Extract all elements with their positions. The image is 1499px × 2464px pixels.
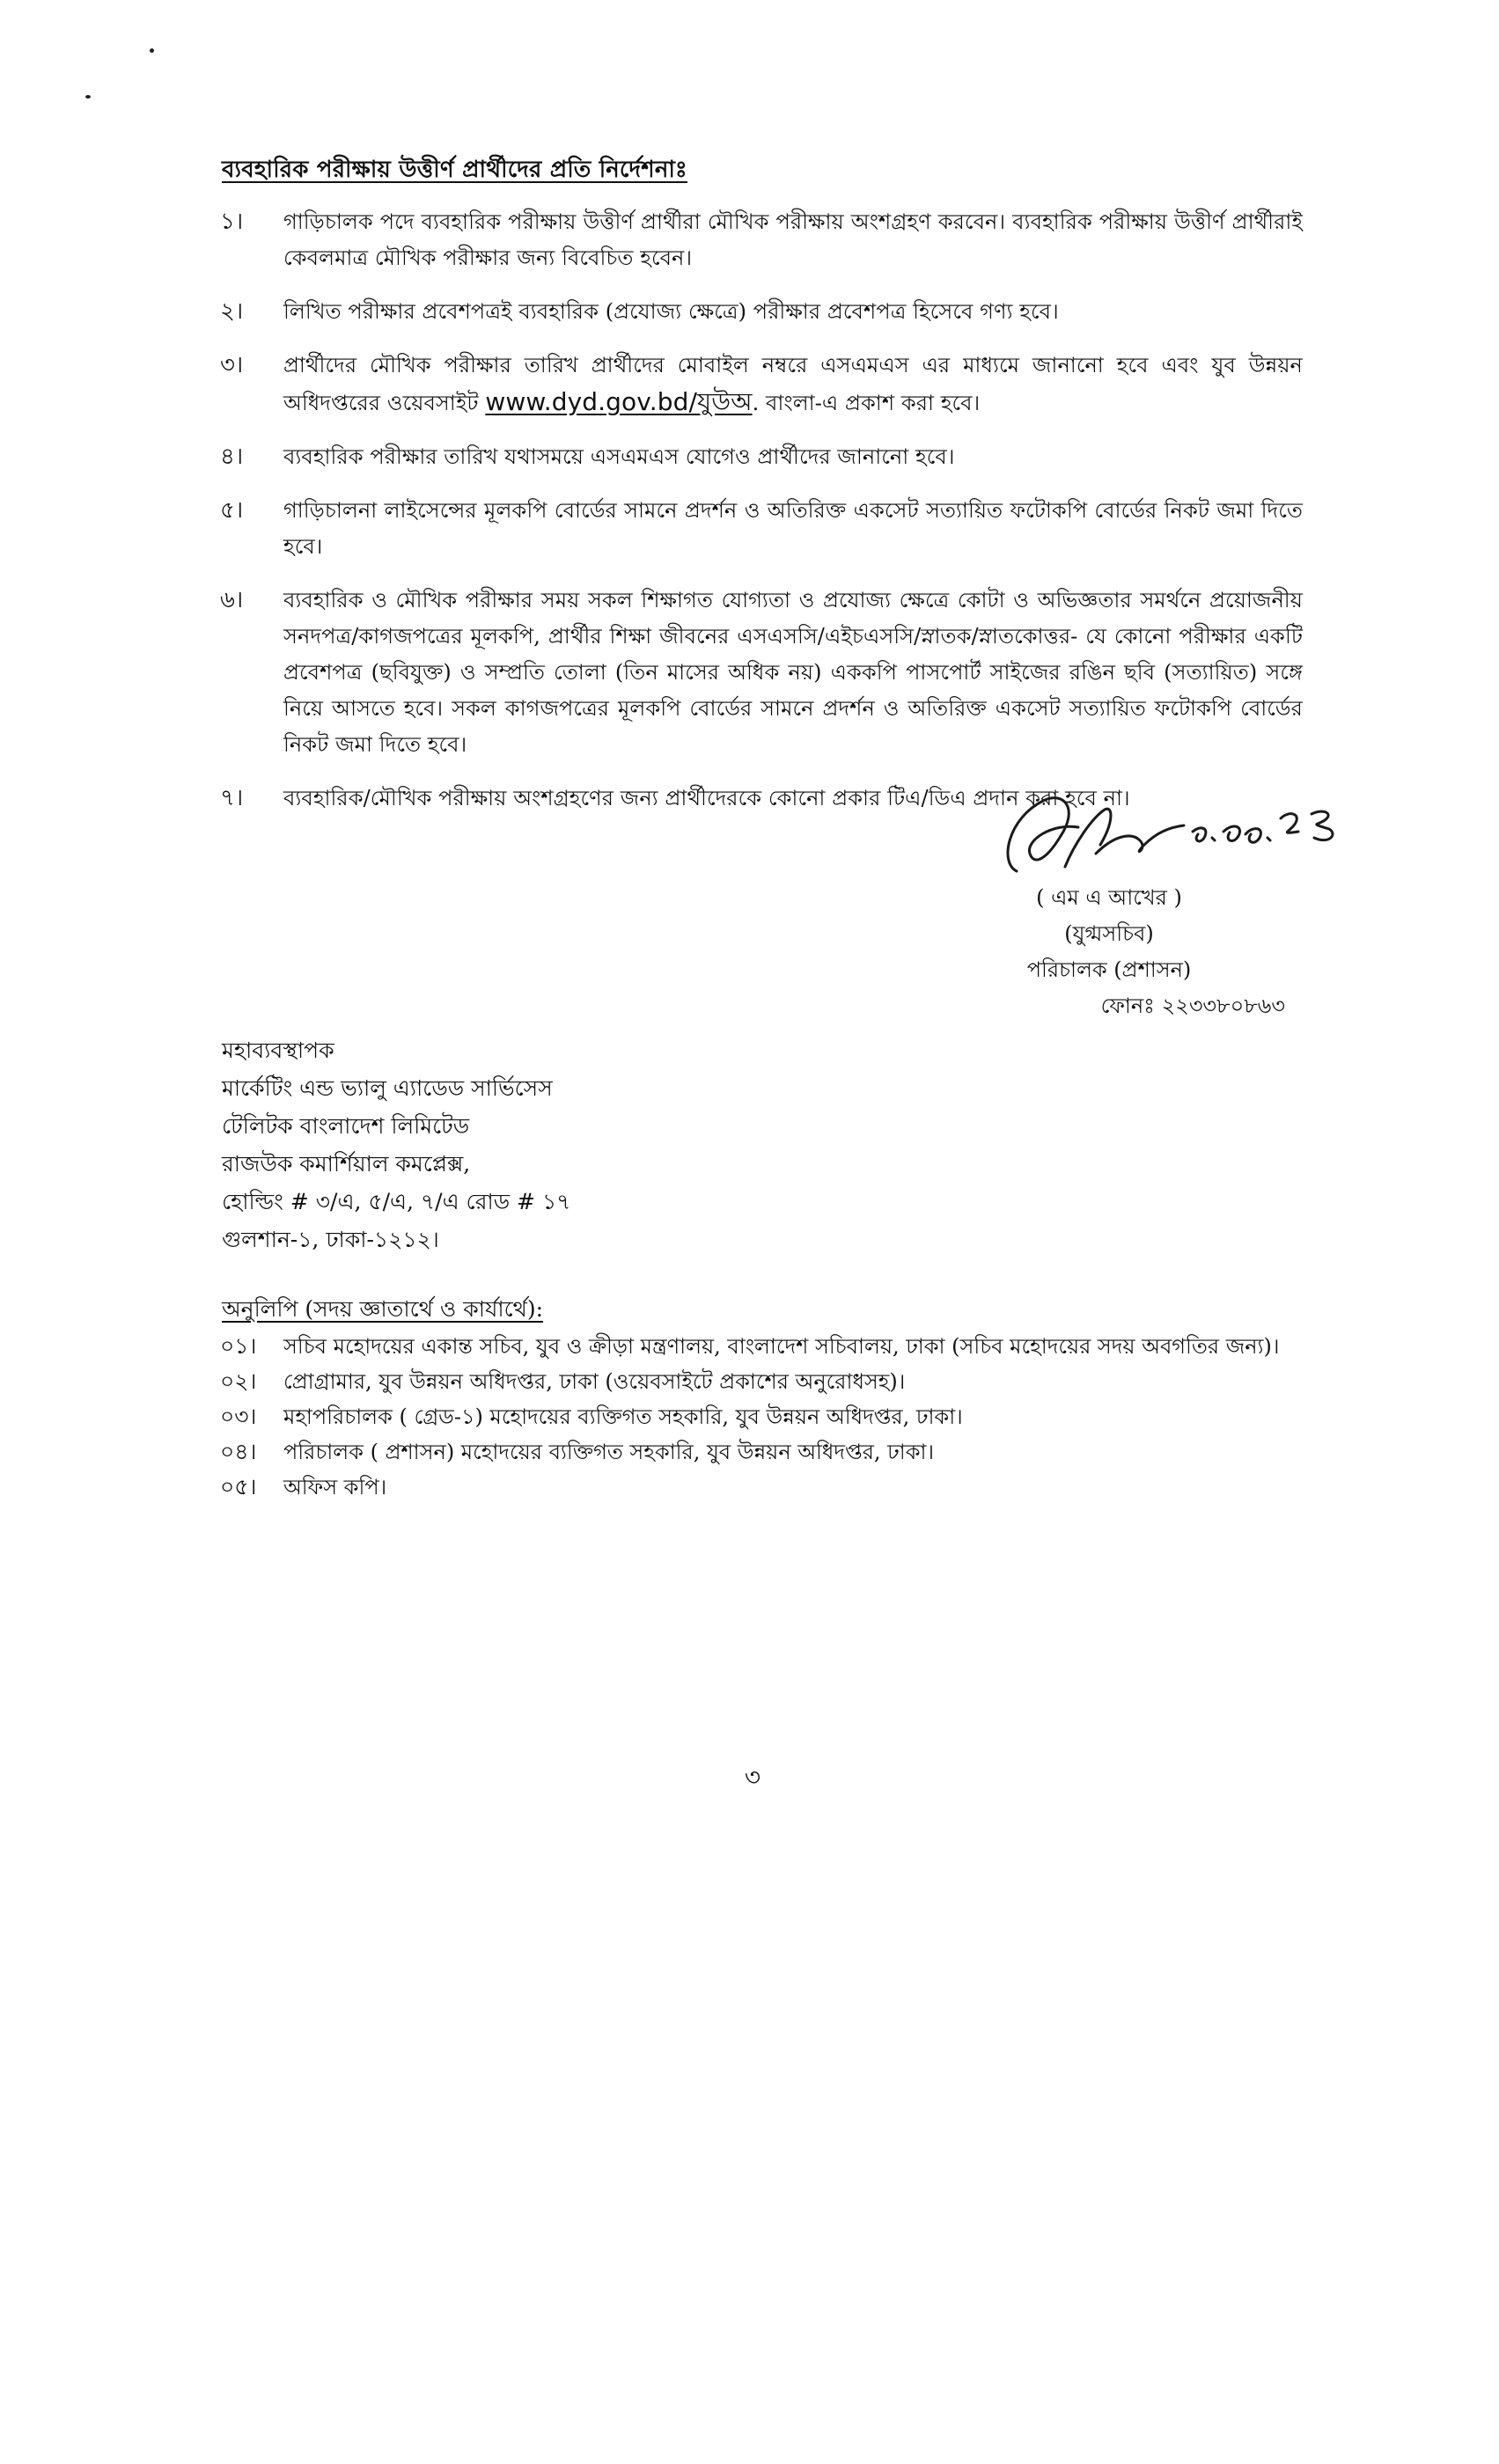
copy-text: অফিস কপি। xyxy=(283,1475,387,1500)
recipient-line: গুলশান-১, ঢাকা-১২১২। xyxy=(222,1227,439,1252)
instruction-item xyxy=(220,348,1303,422)
scan-speck xyxy=(85,95,91,99)
copy-item xyxy=(220,1470,1303,1505)
instruction-text-part: প্রার্থীদের মৌখিক পরীক্ষার তারিখ প্রার্থীদের মোবাইল নম্বরে এসএমএস এর মাধ্যমে জানানো হবে এবং যুব উন্নয়ন অধিদপ্তরের ওয়েবসাইট xyxy=(283,353,1303,415)
instruction-number: ৭। xyxy=(220,785,244,811)
instruction-text: লিখিত পরীক্ষার প্রবেশপত্রই ব্যবহারিক (প্রযোজ্য ক্ষেত্রে) পরীক্ষার প্রবেশপত্র হিসেবে গণ্য হবে। xyxy=(283,299,1059,324)
copy-item xyxy=(220,1364,1303,1399)
instruction-text: গাড়িচালনা লাইসেন্সের মূলকপি বোর্ডের সামনে প্রদর্শন ও অতিরিক্ত একসেট সত্যায়িত ফটোকপি বোর্ডের নিকট জমা দিতে হবে। xyxy=(283,498,1303,559)
instruction-item xyxy=(220,439,1303,475)
instruction-text xyxy=(283,348,1303,422)
recipient-line: মার্কেটিং এন্ড ভ্যালু এ্যাডেড সার্ভিসেস xyxy=(222,1075,553,1101)
recipient-line: মহাব্যবস্থাপক xyxy=(222,1038,334,1063)
instruction-text: ব্যবহারিক ও মৌখিক পরীক্ষার সময় সকল শিক্ষাগত যোগ্যতা ও প্রযোজ্য ক্ষেত্রে কোটা ও অভিজ্ঞতার সমর্থনে প্রয়োজনীয় সনদপত্র/কাগজপত্রের মূলকপি, প্রার্থীর শিক্ষা জীবনের এসএসসি/এইচএসসি/স্নাতক/স্নাতকোত্তর- যে কোনো পরীক্ষার একটি প্রবেশপত্র (ছবিযুক্ত) ও সম্প্রতি তোলা (তিন মাসের অধিক নয়) এককপি পাসপোর্ট সাইজের রঙিন ছবি (সত্যায়িত) সঙ্গে নিয়ে আসতে হবে। সকল কাগজপত্রের মূলকপি বোর্ডের সামনে প্রদর্শন ও অতিরিক্ত একসেট সত্যায়িত ফটোকপি বোর্ডের নিকট জমা দিতে হবে। xyxy=(283,588,1303,757)
copy-text: পরিচালক ( প্রশাসন) মহোদয়ের ব্যক্তিগত সহকারি, যুব উন্নয়ন অধিদপ্তর, ঢাকা। xyxy=(283,1440,935,1464)
recipient-line: টেলিটক বাংলাদেশ লিমিটেড xyxy=(222,1113,470,1139)
instruction-item xyxy=(220,583,1303,763)
copy-text: মহাপরিচালক ( গ্রেড-১) মহোদয়ের ব্যক্তিগত সহকারি, যুব উন্নয়ন অধিদপ্তর, ঢাকা। xyxy=(283,1404,963,1429)
instruction-number: ১। xyxy=(220,209,244,235)
copies-section xyxy=(220,1292,1303,1505)
copies-title: অনুলিপি (সদয় জ্ঞাতার্থে ও কার্যার্থে): xyxy=(222,1296,544,1322)
copy-number: ০৫। xyxy=(220,1474,257,1500)
instruction-text: ব্যবহারিক/মৌখিক পরীক্ষায় অংশগ্রহণের জন্য প্রার্থীদেরকে কোনো প্রকার টিএ/ডিএ প্রদান করা হবে না। xyxy=(283,786,1130,810)
copy-number: ০৩। xyxy=(220,1404,257,1429)
instruction-item xyxy=(220,204,1303,276)
recipient-line: রাজউক কমার্শিয়াল কমপ্লেক্স, xyxy=(222,1151,471,1177)
instruction-number: ৬। xyxy=(220,587,244,613)
recipient-line: হোল্ডিং # ৩/এ, ৫/এ, ৭/এ রোড # ১৭ xyxy=(222,1189,571,1214)
website-link[interactable]: www.dyd.gov.bd/যুউঅ xyxy=(485,387,753,416)
signer-designation: পরিচালক (প্রশাসন) xyxy=(1026,957,1192,982)
instruction-number: ৫। xyxy=(220,497,244,524)
copy-number: ০২। xyxy=(220,1368,257,1394)
instruction-text: ব্যবহারিক পরীক্ষার তারিখ যথাসময়ে এসএমএস যোগেও প্রার্থীদের জানানো হবে। xyxy=(283,444,955,469)
signer-block xyxy=(933,880,1285,1024)
instruction-number: ৩। xyxy=(220,352,244,378)
handwritten-signature xyxy=(981,783,1351,889)
instructions-list xyxy=(220,204,1303,834)
recipient-address xyxy=(222,1031,570,1258)
copy-item xyxy=(220,1329,1303,1364)
instruction-item xyxy=(220,294,1303,330)
signer-name: ( এম এ আখের ) xyxy=(1036,885,1182,910)
page-number: ৩ xyxy=(744,1763,761,1792)
instruction-number: ২। xyxy=(220,298,244,325)
scan-speck xyxy=(150,48,154,53)
instruction-text: গাড়িচালক পদে ব্যবহারিক পরীক্ষায় উত্তীর্ণ প্রার্থীরা মৌখিক পরীক্ষায় অংশগ্রহণ করবেন। ব্যবহারিক পরীক্ষায় উত্তীর্ণ প্রার্থীরাই কেবলমাত্র মৌখিক পরীক্ষার জন্য বিবেচিত হবেন। xyxy=(283,209,1303,270)
instruction-item xyxy=(220,493,1303,565)
copy-text: প্রোগ্রামার, যুব উন্নয়ন অধিদপ্তর, ঢাকা (ওয়েবসাইটে প্রকাশের অনুরোধসহ)। xyxy=(283,1369,906,1394)
signer-phone: ফোনঃ ২২৩৩৮০৮৬৩ xyxy=(1100,994,1285,1018)
copy-number: ০৪। xyxy=(220,1439,257,1464)
copy-item xyxy=(220,1434,1303,1470)
instructions-heading: ব্যবহারিক পরীক্ষায় উত্তীর্ণ প্রার্থীদের প্রতি নির্দেশনাঃ xyxy=(222,157,687,183)
signer-rank: (যুগ্মসচিব) xyxy=(1064,921,1154,946)
instruction-text-part: . বাংলা-এ প্রকাশ করা হবে। xyxy=(752,391,981,415)
instruction-number: ৪। xyxy=(220,444,244,470)
copy-item xyxy=(220,1399,1303,1434)
copy-number: ০১। xyxy=(220,1333,257,1359)
copy-text: সচিব মহোদয়ের একান্ত সচিব, যুব ও ক্রীড়া মন্ত্রণালয়, বাংলাদেশ সচিবালয়, ঢাকা (সচিব মহোদয়ের সদয় অবগতির জন্য)। xyxy=(283,1334,1280,1359)
